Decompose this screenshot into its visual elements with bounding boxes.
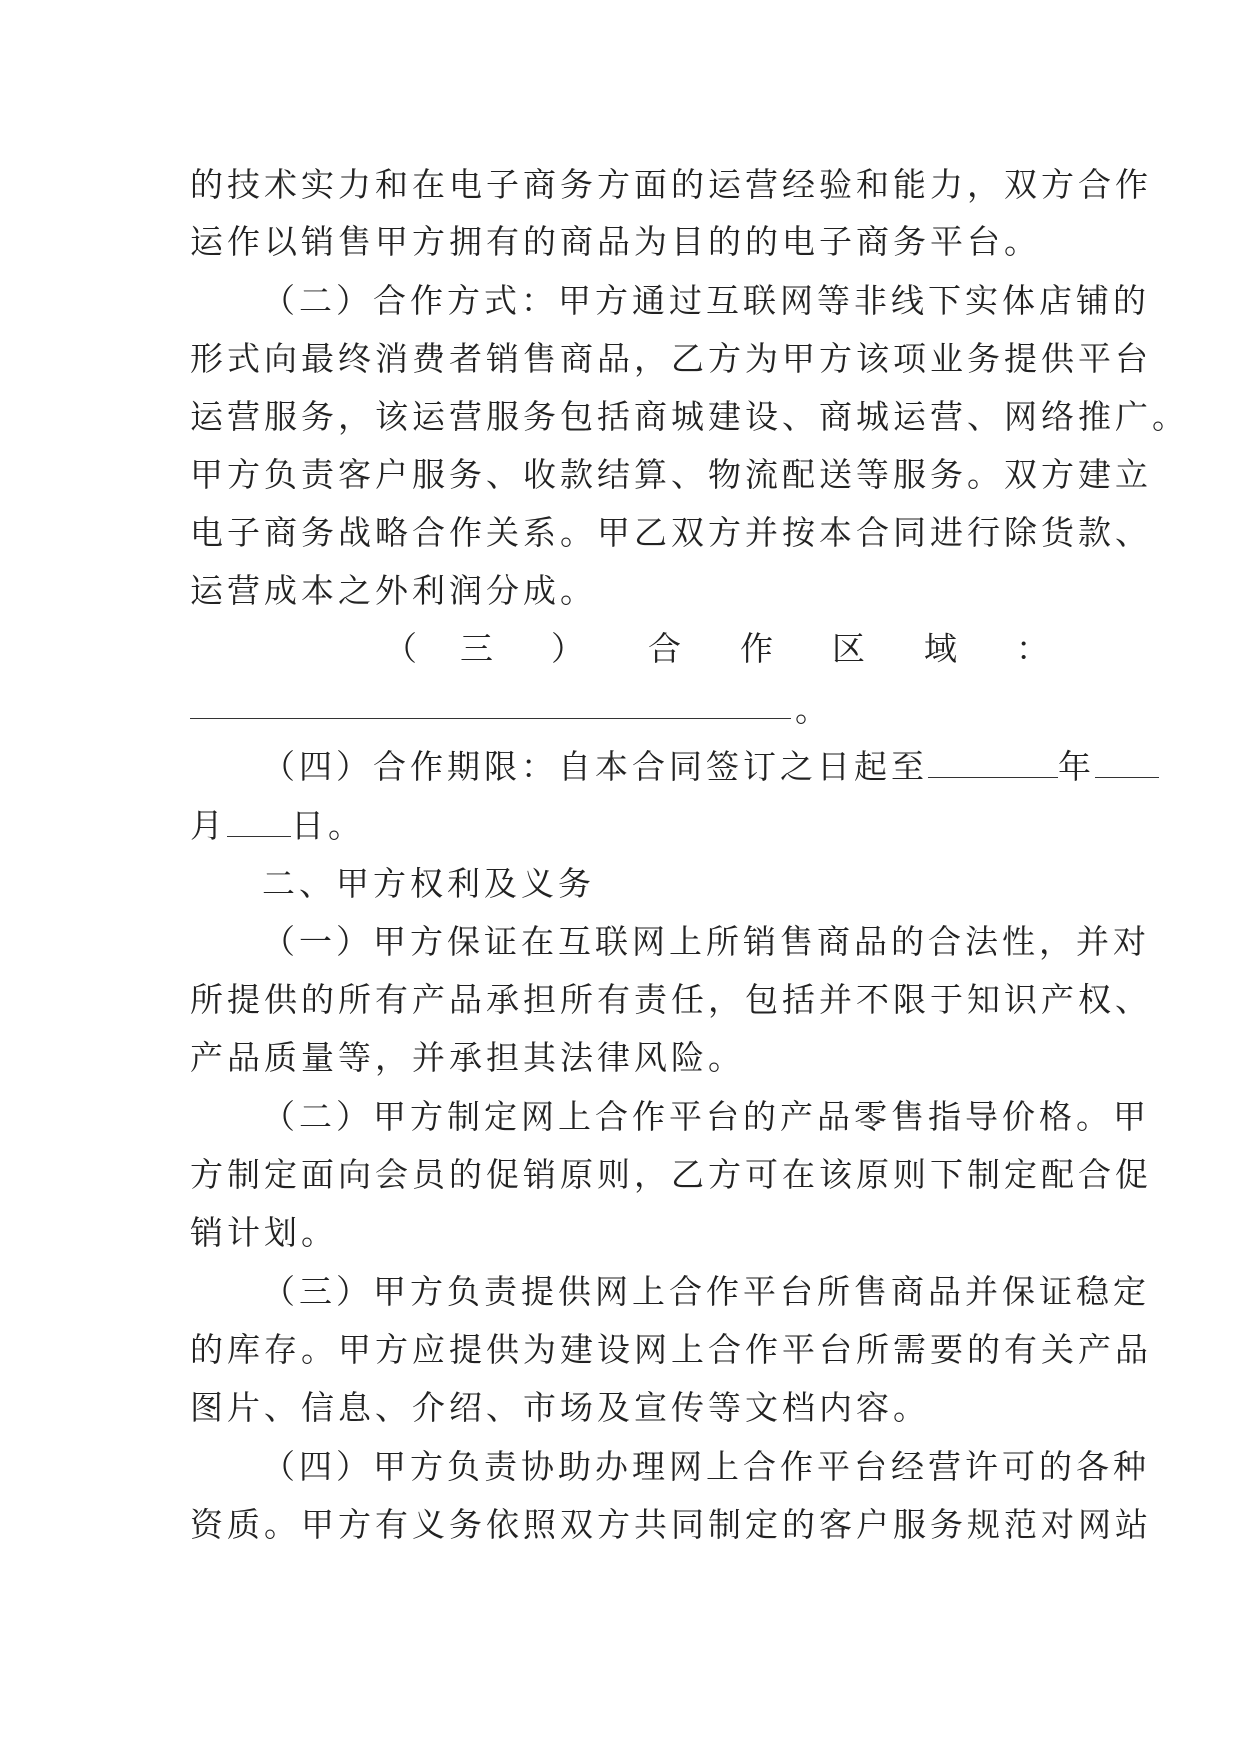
month-blank-top	[1095, 747, 1159, 778]
day-blank	[227, 806, 291, 837]
paragraph-line: 资质。甲方有义务依照双方共同制定的客户服务规范对网站	[190, 1505, 1152, 1544]
section-three-char: 三	[460, 629, 493, 668]
section-three-char: ：	[1016, 629, 1049, 668]
paragraph-line: 所提供的所有产品承担所有责任，包括并不限于知识产权、	[190, 980, 1152, 1019]
section-three-char: 区	[832, 629, 865, 668]
cooperation-area-period: 。	[795, 690, 828, 729]
cooperation-area-blank	[190, 718, 791, 719]
section-three-char: 合	[648, 629, 681, 668]
paragraph-line: 运营成本之外利润分成。	[190, 571, 597, 610]
paragraph-line: 运营服务，该运营服务包括商城建设、商城运营、网络推广。	[190, 397, 1189, 436]
paragraph-line: （一）甲方保证在互联网上所销售商品的合法性，并对	[262, 922, 1150, 961]
paragraph-line: 的库存。甲方应提供为建设网上合作平台所需要的有关产品	[190, 1330, 1152, 1369]
paragraph-line: （三）甲方负责提供网上合作平台所售商品并保证稳定	[262, 1272, 1150, 1311]
paragraph-line: 销计划。	[190, 1213, 338, 1252]
year-label: 年	[1058, 747, 1095, 786]
day-label: 日。	[291, 806, 365, 845]
section-three-char: 作	[740, 629, 773, 668]
section-three-char: 域	[924, 629, 957, 668]
section-heading: 二、甲方权利及义务	[262, 864, 595, 903]
paragraph-line: 运作以销售甲方拥有的商品为目的的电子商务平台。	[190, 222, 1041, 261]
section-three-char: ）	[551, 629, 584, 668]
paragraph-line: 方制定面向会员的促销原则，乙方可在该原则下制定配合促	[190, 1155, 1152, 1194]
paragraph-line: （二）合作方式：甲方通过互联网等非线下实体店铺的	[262, 281, 1150, 320]
term-line-2	[190, 806, 365, 846]
paragraph-line: 形式向最终消费者销售商品，乙方为甲方该项业务提供平台	[190, 339, 1152, 378]
paragraph-line: 的技术实力和在电子商务方面的运营经验和能力，双方合作	[190, 165, 1152, 204]
paragraph-line: （四）甲方负责协助办理网上合作平台经营许可的各种	[262, 1447, 1150, 1486]
section-three-char: （	[384, 629, 417, 668]
paragraph-line: 电子商务战略合作关系。甲乙双方并按本合同进行除货款、	[190, 513, 1152, 552]
paragraph-line: 甲方负责客户服务、收款结算、物流配送等服务。双方建立	[190, 455, 1152, 494]
term-line	[262, 747, 1159, 787]
paragraph-line: 产品质量等，并承担其法律风险。	[190, 1038, 745, 1077]
month-label: 月	[190, 806, 227, 845]
term-prefix: （四）合作期限：自本合同签订之日起至	[262, 747, 928, 786]
paragraph-line: 图片、信息、介绍、市场及宣传等文档内容。	[190, 1388, 930, 1427]
year-blank	[928, 747, 1058, 778]
paragraph-line: （二）甲方制定网上合作平台的产品零售指导价格。甲	[262, 1097, 1150, 1136]
